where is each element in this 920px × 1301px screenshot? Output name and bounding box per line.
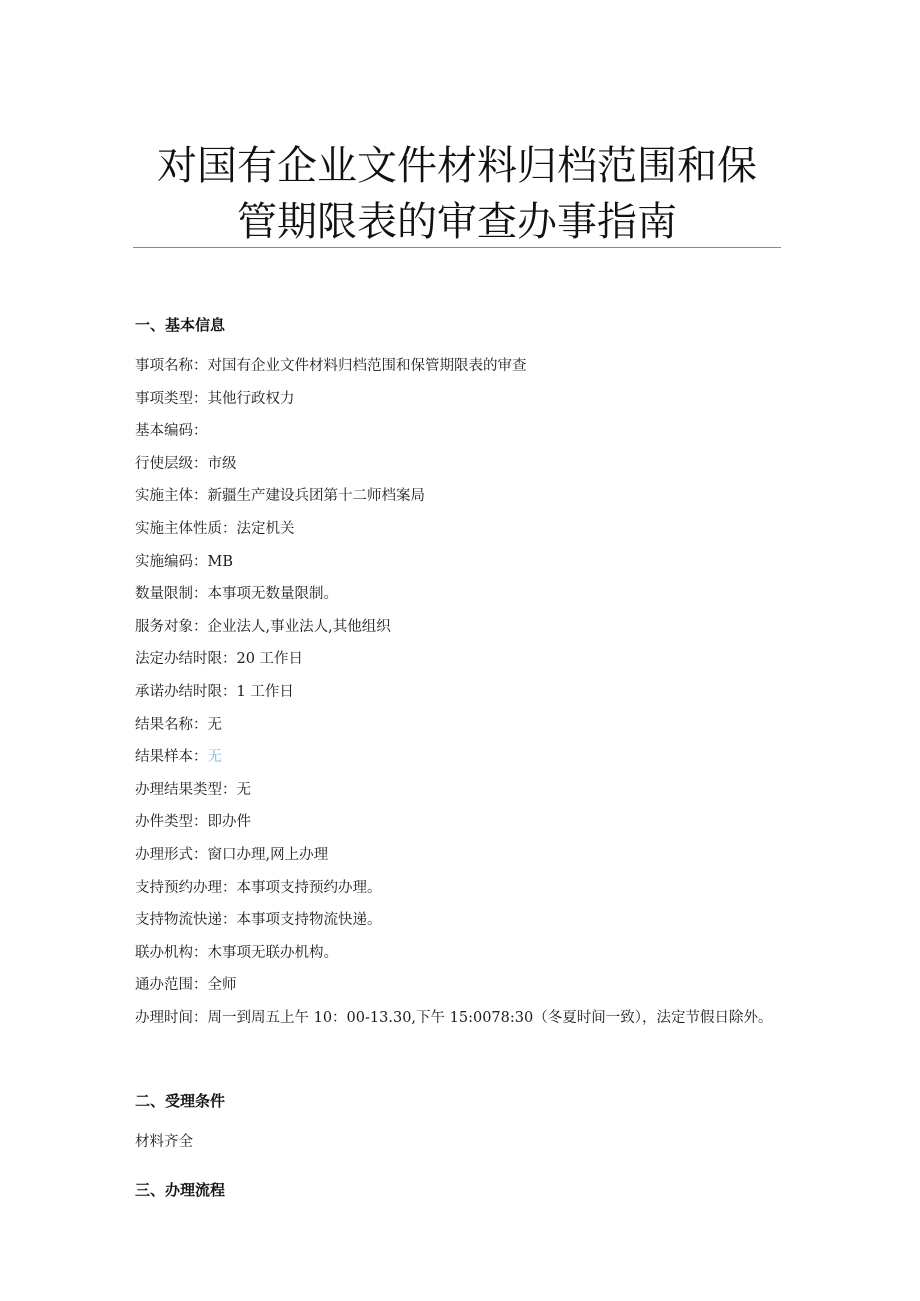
section-heading-basic-info: 一、基本信息 [135,316,226,334]
info-label: 办理结果类型： [135,781,237,798]
info-level [135,452,785,485]
info-label: 办件类型： [135,814,208,831]
info-value: 周一到周五上午 10：00-13.30,下午 15:0078:30（冬夏时间一致），法定节假日除外。 [207,1009,773,1026]
info-label: 通办范围： [135,977,208,994]
info-logistics [135,908,785,941]
info-quantity-limit [135,582,785,615]
info-service-target [135,615,785,648]
info-value: 1 工作日 [236,683,294,700]
info-handling-form [135,843,785,876]
info-basic-code [135,419,785,452]
basic-info-list [135,354,785,1035]
section-heading-process: 三、办理流程 [135,1181,226,1199]
acceptance-text: 材料齐全 [135,1134,193,1150]
info-value: 无 [207,716,222,733]
info-label: 数量限制： [135,586,208,603]
title-divider [133,247,781,248]
info-result-sample [135,745,785,778]
info-label: 支持预约办理： [135,879,237,896]
info-value: MB [207,553,234,570]
info-value: 无 [236,781,251,798]
info-value: 企业法人,事业法人,其他组织 [207,618,391,635]
info-value: 本事项无数量限制。 [207,586,338,603]
title-line-2: 管期限表的审查办事指南 [237,199,677,245]
info-item-name [135,354,785,387]
info-value: 即办件 [207,814,251,831]
info-label: 法定办结时限： [135,651,237,668]
info-label: 事项类型： [135,390,208,407]
info-promised-deadline [135,680,785,713]
info-item-type [135,387,785,420]
info-legal-deadline [135,647,785,680]
info-value: 木事项无联办机构。 [207,944,338,961]
info-label: 实施主体性质： [135,520,237,537]
info-impl-code [135,550,785,583]
info-value: 20 工作日 [236,651,304,668]
info-joint-agency [135,941,785,974]
info-label: 联办机构： [135,944,208,961]
info-result-type [135,778,785,811]
info-label: 支持物流快递： [135,912,237,929]
info-label: 办理形式： [135,846,208,863]
info-value: 全师 [207,977,237,994]
info-label: 办理时间： [135,1009,208,1026]
info-label: 实施主体： [135,488,208,505]
info-label: 基本编码： [135,423,208,440]
info-value: 新疆生产建设兵团第十二师档案局 [207,488,425,505]
section-heading-acceptance: 二、受理条件 [135,1092,226,1110]
info-case-type [135,810,785,843]
info-subject [135,484,785,517]
info-label: 承诺办结时限： [135,683,237,700]
info-label: 事项名称： [135,358,208,374]
info-value: 本事项支持物流快递。 [236,912,382,929]
info-value: 对国有企业文件材料归档范围和保管期限表的审查 [207,358,527,374]
info-value: 法定机关 [236,520,295,537]
info-label: 结果样本： [135,749,208,766]
info-hours [135,1002,785,1035]
info-label: 实施编码： [135,553,208,570]
info-value: 本事项支持预约办理。 [236,879,382,896]
info-label: 服务对象： [135,618,208,635]
title-line-1: 对国有企业文件材料归档范围和保 [157,143,757,189]
info-subject-nature [135,517,785,550]
info-value: 窗口办理,网上办理 [207,846,329,863]
info-result-name [135,713,785,746]
result-sample-link[interactable]: 无 [207,749,222,766]
info-label: 行使层级： [135,455,208,472]
info-value: 其他行政权力 [207,390,295,407]
info-value: 市级 [207,455,237,472]
document-title [133,138,781,250]
info-label: 结果名称： [135,716,208,733]
info-appointment [135,876,785,909]
